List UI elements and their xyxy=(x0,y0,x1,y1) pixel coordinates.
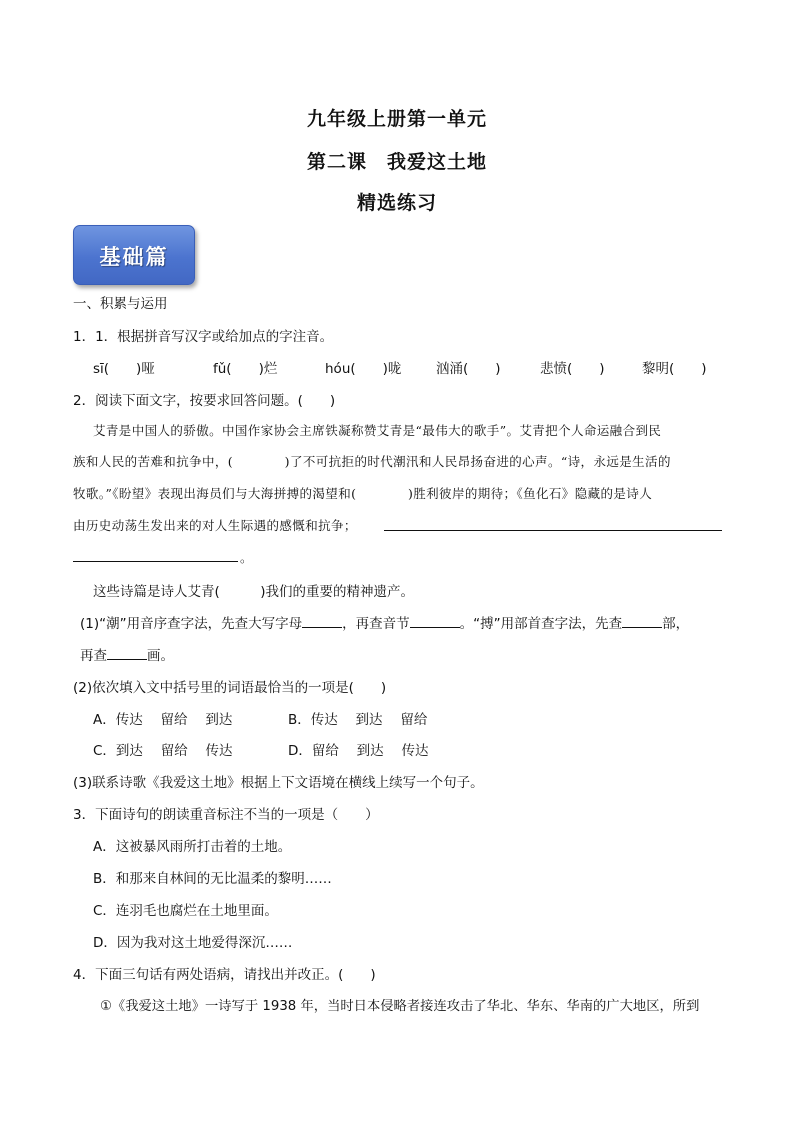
option: D．留给 到达 传达 xyxy=(288,743,429,759)
option: A．这被暴风雨所打击着的土地。 xyxy=(93,839,292,855)
passage-end: 。 xyxy=(240,550,253,565)
sub-question-1 xyxy=(80,612,689,632)
sub-question-1-part: 部， xyxy=(662,616,690,632)
question-3-stem: 3．下面诗句的朗读重音标注不当的一项是（ ） xyxy=(73,807,379,823)
question-1-item: 悲愤( ) xyxy=(540,361,605,377)
question-1-item: 黎明( ) xyxy=(642,361,707,377)
question-4-stem: 4．下面三句话有两处语病，请找出并改正。( ) xyxy=(73,967,376,983)
option: A．传达 留给 到达 xyxy=(93,712,233,728)
page-title-lesson: 第二课 我爱这土地 xyxy=(306,151,487,173)
question-1-stem: 1．1．根据拼音写汉字或给加点的字注音。 xyxy=(73,329,334,345)
page-title-practice: 精选练习 xyxy=(356,192,437,214)
section-heading: 一、积累与运用 xyxy=(73,296,168,312)
answer-blank-line[interactable] xyxy=(384,530,722,531)
answer-blank-line[interactable] xyxy=(73,561,238,562)
section-badge xyxy=(73,225,195,285)
blank[interactable] xyxy=(107,645,147,660)
option: C．连羽毛也腐烂在土地里面。 xyxy=(93,903,278,919)
question-2-stem: 2．阅读下面文字，按要求回答问题。( ) xyxy=(73,393,336,409)
sub-question-2: (2)依次填入文中括号里的词语最恰当的一项是( ) xyxy=(73,680,387,696)
option: D．因为我对这土地爱得深沉…… xyxy=(93,935,293,951)
question-1-item: hóu( )咙 xyxy=(325,361,402,377)
sub-question-3: (3)联系诗歌《我爱这土地》根据上下文语境在横线上续写一个句子。 xyxy=(73,775,484,791)
sub-question-1-part: 再查 xyxy=(80,648,107,664)
page-title-unit: 九年级上册第一单元 xyxy=(306,108,487,130)
option: C．到达 留给 传达 xyxy=(93,743,233,759)
sub-question-1-part: 画。 xyxy=(147,648,174,664)
option: B．和那来自林间的无比温柔的黎明…… xyxy=(93,871,332,887)
option: B．传达 到达 留给 xyxy=(288,712,428,728)
sub-question-1-part: 。“搏”用部首查字法，先查 xyxy=(459,616,623,632)
passage-line: 族和人民的苦难和抗争中，( )了不可抗拒的时代潮汛和人民昂扬奋进的心声。“诗，永远是生活的 xyxy=(73,454,671,469)
sub-question-1-part: (1)“潮”用音序查字法，先查大写字母 xyxy=(80,616,303,632)
question-4-sentence-1: ①《我爱这土地》一诗写于 1938 年，当时日本侵略者接连攻击了华北、华东、华南的广大地区，所到 xyxy=(100,999,700,1014)
sub-question-1-part: ，再查音节 xyxy=(342,616,410,632)
sub-question-1-cont xyxy=(80,644,174,664)
question-1-item: sī( )哑 xyxy=(93,361,155,377)
passage-line: 艾青是中国人的骄傲。中国作家协会主席铁凝称赞艾青是“最伟大的歌手”。艾青把个人命运融合到民 xyxy=(93,423,662,438)
question-1-item: fǔ( )烂 xyxy=(213,361,278,377)
passage-line: 由历史动荡生发出来的对人生际遇的感慨和抗争； xyxy=(73,518,357,533)
blank[interactable] xyxy=(302,613,342,628)
section-badge-label: 基础篇 xyxy=(99,244,169,269)
passage-closing: 这些诗篇是诗人艾青( )我们的重要的精神遗产。 xyxy=(93,584,415,600)
blank[interactable] xyxy=(410,613,460,628)
blank[interactable] xyxy=(622,613,662,628)
question-1-item: 汹涌( ) xyxy=(436,361,501,377)
passage-line: 牧歌。”《盼望》表现出海员们与大海拼搏的渴望和( )胜利彼岸的期待；《鱼化石》隐藏的是诗人 xyxy=(73,486,653,501)
